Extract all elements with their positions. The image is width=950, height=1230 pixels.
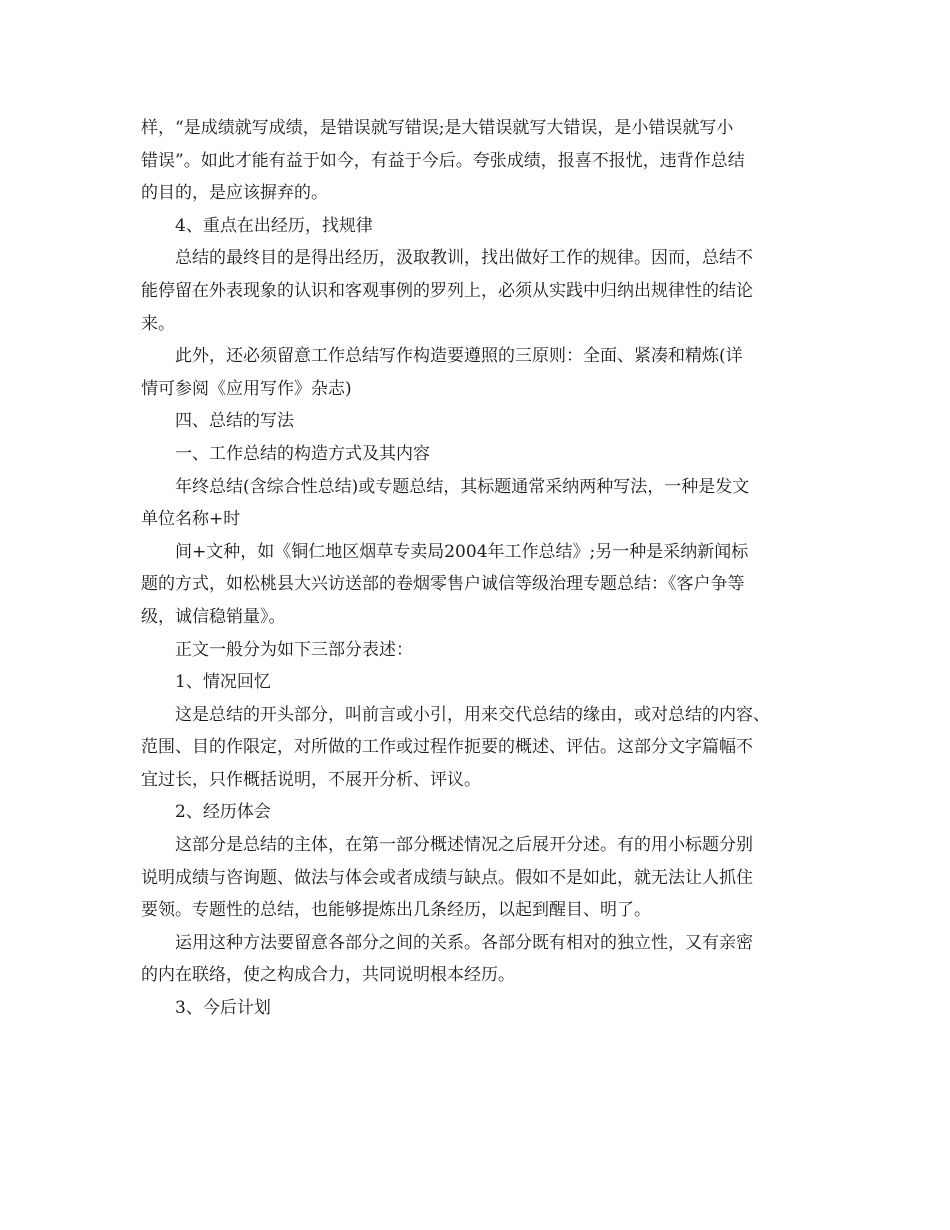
section-heading: 一、工作总结的构造方式及其内容 xyxy=(175,443,430,464)
text-line: 单位名称+时 xyxy=(141,509,241,530)
section-heading: 2、经历体会 xyxy=(175,802,271,823)
text-line: 这部分是总结的主体，在第一部分概述情况之后展开分述。有的用小标题分别 xyxy=(175,835,753,856)
text-line: 题的方式，如松桃县大兴访送部的卷烟零售户诚信等级治理专题总结：《客户争等 xyxy=(141,574,745,595)
text-line: 正文一般分为如下三部分表述： xyxy=(175,639,413,660)
text-line: 级，诚信稳销量》。 xyxy=(141,606,286,627)
text-line: 的内在联络，使之构成合力，共同说明根本经历。 xyxy=(141,965,515,986)
text-line: 说明成绩与咨询题、做法与体会或者成绩与缺点。假如不是如此，就无法让人抓住 xyxy=(141,867,753,888)
text-line: 间+文种，如《铜仁地区烟草专卖局2004年工作总结》;另一种是采纳新闻标 xyxy=(175,541,749,562)
text-line: 来。 xyxy=(141,313,175,334)
document-body xyxy=(141,112,821,1025)
text-line: 总结的最终目的是得出经历，汲取教训，找出做好工作的规律。因而，总结不 xyxy=(175,248,753,269)
text-line: 能停留在外表现象的认识和客观事例的罗列上，必须从实践中归纳出规律性的结论 xyxy=(141,280,753,301)
text-line: 的目的，是应该摒弃的。 xyxy=(141,183,328,204)
section-heading: 3、今后计划 xyxy=(175,998,271,1019)
text-line: 情可参阅《应用写作》杂志) xyxy=(141,378,352,399)
text-line: 此外，还必须留意工作总结写作构造要遵照的三原则：全面、紧凑和精炼(详 xyxy=(175,346,743,367)
text-line: 运用这种方法要留意各部分之间的关系。各部分既有相对的独立性，又有亲密 xyxy=(175,932,753,953)
text-line: 样，“是成绩就写成绩，是错误就写错误;是大错误就写大错误，是小错误就写小 xyxy=(141,118,734,138)
section-heading: 1、情况回忆 xyxy=(175,672,271,693)
text-line: 年终总结(含综合性总结)或专题总结，其标题通常采纳两种写法，一种是发文 xyxy=(175,476,750,497)
section-heading: 四、总结的写法 xyxy=(175,411,294,432)
section-heading: 4、重点在出经历，找规律 xyxy=(175,215,373,236)
text-line: 宜过长，只作概括说明，不展开分析、评议。 xyxy=(141,769,481,790)
text-line: 这是总结的开头部分，叫前言或小引，用来交代总结的缘由，或对总结的内容、 xyxy=(175,704,770,725)
text-line: 错误”。如此才能有益于如今，有益于今后。夸张成绩，报喜不报忧，违背作总结 xyxy=(141,150,745,171)
text-line: 要领。专题性的总结，也能够提炼出几条经历，以起到醒目、明了。 xyxy=(141,900,651,921)
text-line: 范围、目的作限定，对所做的工作或过程作扼要的概述、评估。这部分文字篇幅不 xyxy=(141,737,753,758)
